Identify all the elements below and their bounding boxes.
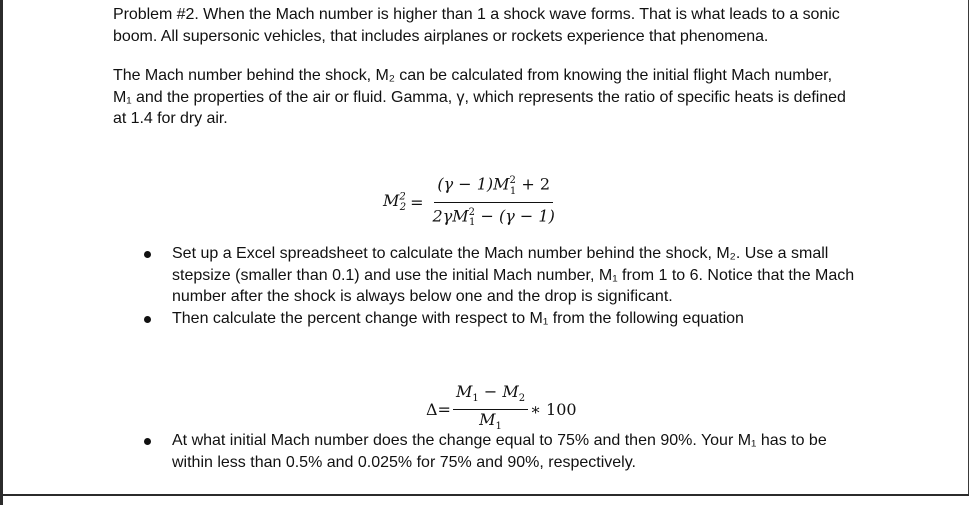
eq2-numerator: $M_1 - M_2$	[453, 383, 528, 410]
list-item: At what initial Mach number does the change equal to 75% and then 90%. Your M₁ has to be within less than 0.5% and 0.025% for 75% and 90%, respectively.	[113, 430, 858, 473]
eq1-lhs: $M^2_2$	[383, 190, 407, 214]
page-right-border	[968, 0, 969, 495]
list-item: Set up a Excel spreadsheet to calculate the Mach number behind the shock, M₂. Use a small stepsize (smaller than 0.1) and use the initial Mach number, M₁ from 1 to 6. Notice that the Mach number after the shock is always below one and the drop is significant.	[113, 243, 858, 308]
bullet-icon	[144, 316, 151, 323]
eq1-numerator: $(\gamma - 1)M^2_1 + 2$	[434, 172, 553, 203]
instruction-list	[113, 243, 858, 330]
eq1-denominator: $2\gamma M^2_1 - (\gamma - 1)$	[432, 205, 555, 229]
mach-shock-equation	[383, 172, 560, 232]
bullet-icon	[144, 438, 151, 445]
problem-description: The Mach number behind the shock, M₂ can be calculated from knowing the initial flight Mach number, M₁ and the properties of the air or fluid. Gamma, γ, which represents the ratio of specific heats is defined at 1.4 for dry air.	[113, 67, 846, 127]
question-list	[113, 430, 858, 474]
list-item: Then calculate the percent change with respect to M₁ from the following equation	[113, 308, 858, 330]
eq2-denominator: $M_1$	[479, 410, 502, 433]
percent-change-equation	[426, 383, 577, 436]
eq2-lhs: Δ=	[426, 400, 451, 420]
eq1-equals: =	[410, 192, 424, 212]
eq2-fraction	[453, 383, 528, 436]
eq2-multiplier: ∗ 100	[530, 400, 577, 420]
problem-intro: Problem #2. When the Mach number is higher than 1 a shock wave forms. That is what leads to a sonic boom. All supersonic vehicles, that includes airplanes or rockets experience that phenomena.	[113, 6, 840, 45]
document-body	[113, 4, 853, 130]
eq1-fraction	[430, 172, 558, 232]
bullet-icon	[144, 251, 151, 258]
page-left-border	[0, 0, 3, 505]
page-bottom-border	[0, 494, 969, 496]
